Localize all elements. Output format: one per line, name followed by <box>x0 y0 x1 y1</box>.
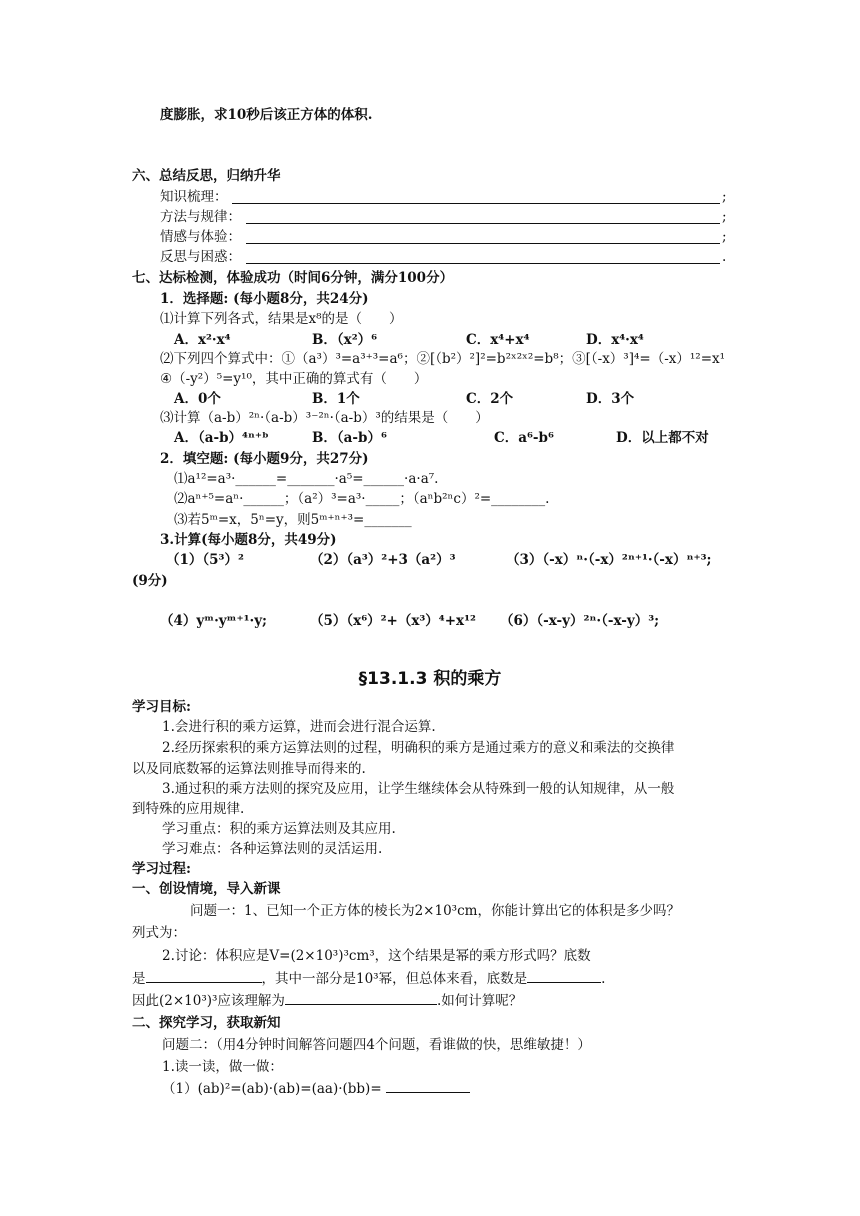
question-one: 问题一：1、已知一个正方体的棱长为2×10³cm，你能计算出它的体积是多少吗？ <box>190 903 680 919</box>
reflect-blank[interactable] <box>246 222 720 224</box>
answer-blank[interactable] <box>386 1080 470 1093</box>
calc-3-score: (9分) <box>132 573 168 589</box>
discuss-line2 <box>132 970 605 988</box>
q3-option-c: C．a⁶-b⁶ <box>494 430 554 446</box>
q3-option-d: D．以上都不对 <box>616 430 709 446</box>
part2-heading: 二、探究学习，获取新知 <box>132 1015 281 1031</box>
goals-heading: 学习目标: <box>132 699 191 715</box>
goal-3-line2: 到特殊的应用规律. <box>132 801 245 817</box>
discuss-text-c: . <box>601 971 606 987</box>
reflect-row <box>160 248 241 266</box>
q3-option-a: A．（a-b）⁴ⁿ⁺ᵇ <box>174 430 269 446</box>
discuss-line1: 2.讨论：体积应是V=(2×10³)³cm³，这个结果是幂的乘方形式吗？底数 <box>162 948 591 964</box>
read-do: 1.读一读，做一做： <box>162 1059 283 1075</box>
goal-2-line2: 以及同底数幂的运算法则推导而得来的. <box>132 761 366 777</box>
base-blank-2[interactable] <box>527 970 601 983</box>
fill-1: ⑴a¹²=a³·______=_______·a⁵=______·a·a⁷. <box>174 471 439 487</box>
question-2-line2: ④（-y²）⁵=y¹⁰，其中正确的算式有（ ） <box>160 371 428 387</box>
reflect-end: ; <box>722 189 727 205</box>
question-1: ⑴计算下列各式，结果是x⁸的是（ ） <box>160 311 403 327</box>
question-3: ⑶计算（a-b）²ⁿ·（a-b）³⁻²ⁿ·（a-b）³的结果是（ ） <box>160 410 489 426</box>
goal-2-line1: 2.经历探索积的乘方运算法则的过程，明确积的乘方是通过乘方的意义和乘法的交换律 <box>162 740 675 756</box>
therefore-text-a: 因此(2×10³)³应该理解为 <box>132 993 285 1009</box>
key-point: 学习重点：积的乘方运算法则及其应用. <box>162 821 396 837</box>
q2-option-a: A．0个 <box>174 391 221 407</box>
calc-5: （5）（x⁶）²+（x³）⁴+x¹² <box>310 613 476 629</box>
discuss-text-b: ，其中一部分是10³幂，但总体来看，底数是 <box>261 971 528 987</box>
reflect-end: . <box>722 249 727 265</box>
reflect-blank[interactable] <box>232 202 720 204</box>
reflect-end: ; <box>722 229 727 245</box>
list-as: 列式为： <box>132 925 186 941</box>
part1-heading: 一、创设情境，导入新课 <box>132 881 281 897</box>
section7-heading: 七、达标检测，体验成功（时间6分钟，满分100分） <box>132 270 454 286</box>
reflect-row <box>160 228 241 246</box>
calc-1: （1）（5³）² <box>166 552 244 568</box>
reflect-end: ; <box>722 209 727 225</box>
reflect-row <box>160 188 228 206</box>
goal-3-line1: 3.通过积的乘方法则的探究及应用，让学生继续体会从特殊到一般的认知规律，从一般 <box>162 781 675 797</box>
therefore-text-b: .如何计算呢？ <box>436 993 523 1009</box>
therefore-line <box>132 992 522 1010</box>
fill-2: ⑵aⁿ⁺⁵=aⁿ·______；（a²）³=a³·_____；（aⁿb²ⁿc）²=________. <box>174 491 550 507</box>
reflect-row <box>160 208 241 226</box>
calc-2: （2）（a³）²+3（a²）³ <box>310 552 456 568</box>
understand-blank[interactable] <box>285 992 437 1005</box>
calc-3: （3）（-x）ⁿ·（-x）²ⁿ⁺¹·（-x）ⁿ⁺³; <box>506 552 712 568</box>
reflect-blank[interactable] <box>246 262 720 264</box>
q3-option-b: B．（a-b）⁶ <box>312 430 387 446</box>
top-line: 度膨胀，求10秒后该正方体的体积. <box>160 107 373 123</box>
q1-option-c: C．x⁴+x⁴ <box>466 332 530 348</box>
fill-title: 2．填空题: (每小题9分，共27分) <box>160 451 369 467</box>
discuss-text-a: 是 <box>132 971 146 987</box>
difficult-point: 学习难点：各种运算法则的灵活运用. <box>162 841 383 857</box>
question-2-line1: ⑵下列四个算式中：①（a³）³=a³⁺³=a⁶；②[（b²）²]²=b²ˣ²ˣ²=b⁸；③[（-x）³]⁴=（-x）¹²=x¹ <box>160 351 726 367</box>
reflect-label: 情感与体验： <box>160 229 241 245</box>
q2-option-d: D．3个 <box>586 391 635 407</box>
choice-title: 1．选择题: (每小题8分，共24分) <box>160 291 369 307</box>
calc-6: （6）（-x-y）²ⁿ·（-x-y）³; <box>500 613 660 629</box>
q1-option-a: A．x²·x⁴ <box>174 332 231 348</box>
fill-3: ⑶若5ᵐ=x，5ⁿ=y，则5ᵐ⁺ⁿ⁺³=_______ <box>174 512 412 528</box>
goal-1: 1.会进行积的乘方运算，进而会进行混合运算. <box>162 719 436 735</box>
reflect-label: 反思与困惑： <box>160 249 241 265</box>
process-heading: 学习过程: <box>132 861 191 877</box>
reflect-blank[interactable] <box>246 242 720 244</box>
reflect-label: 方法与规律： <box>160 209 241 225</box>
reflect-label: 知识梳理： <box>160 189 228 205</box>
section6-heading: 六、总结反思，归纳升华 <box>132 168 281 184</box>
q1-option-d: D．x⁴·x⁴ <box>586 332 644 348</box>
calc-title: 3.计算(每小题8分，共49分) <box>160 532 337 548</box>
q2-option-c: C．2个 <box>466 391 514 407</box>
read-item-1-text: （1）(ab)²=(ab)·(ab)=(aa)·(bb)= <box>162 1081 382 1097</box>
question-two: 问题二：（用4分钟时间解答问题四4个问题，看谁做的快，思维敏捷！） <box>162 1037 591 1053</box>
q2-option-b: B．1个 <box>312 391 360 407</box>
section-title: §13.1.3 积的乘方 <box>358 669 502 689</box>
calc-4: （4）yᵐ·yᵐ⁺¹·y; <box>160 613 268 629</box>
read-item-1 <box>162 1080 470 1098</box>
base-blank-1[interactable] <box>146 970 262 983</box>
q1-option-b: B．（x²）⁶ <box>312 332 378 348</box>
